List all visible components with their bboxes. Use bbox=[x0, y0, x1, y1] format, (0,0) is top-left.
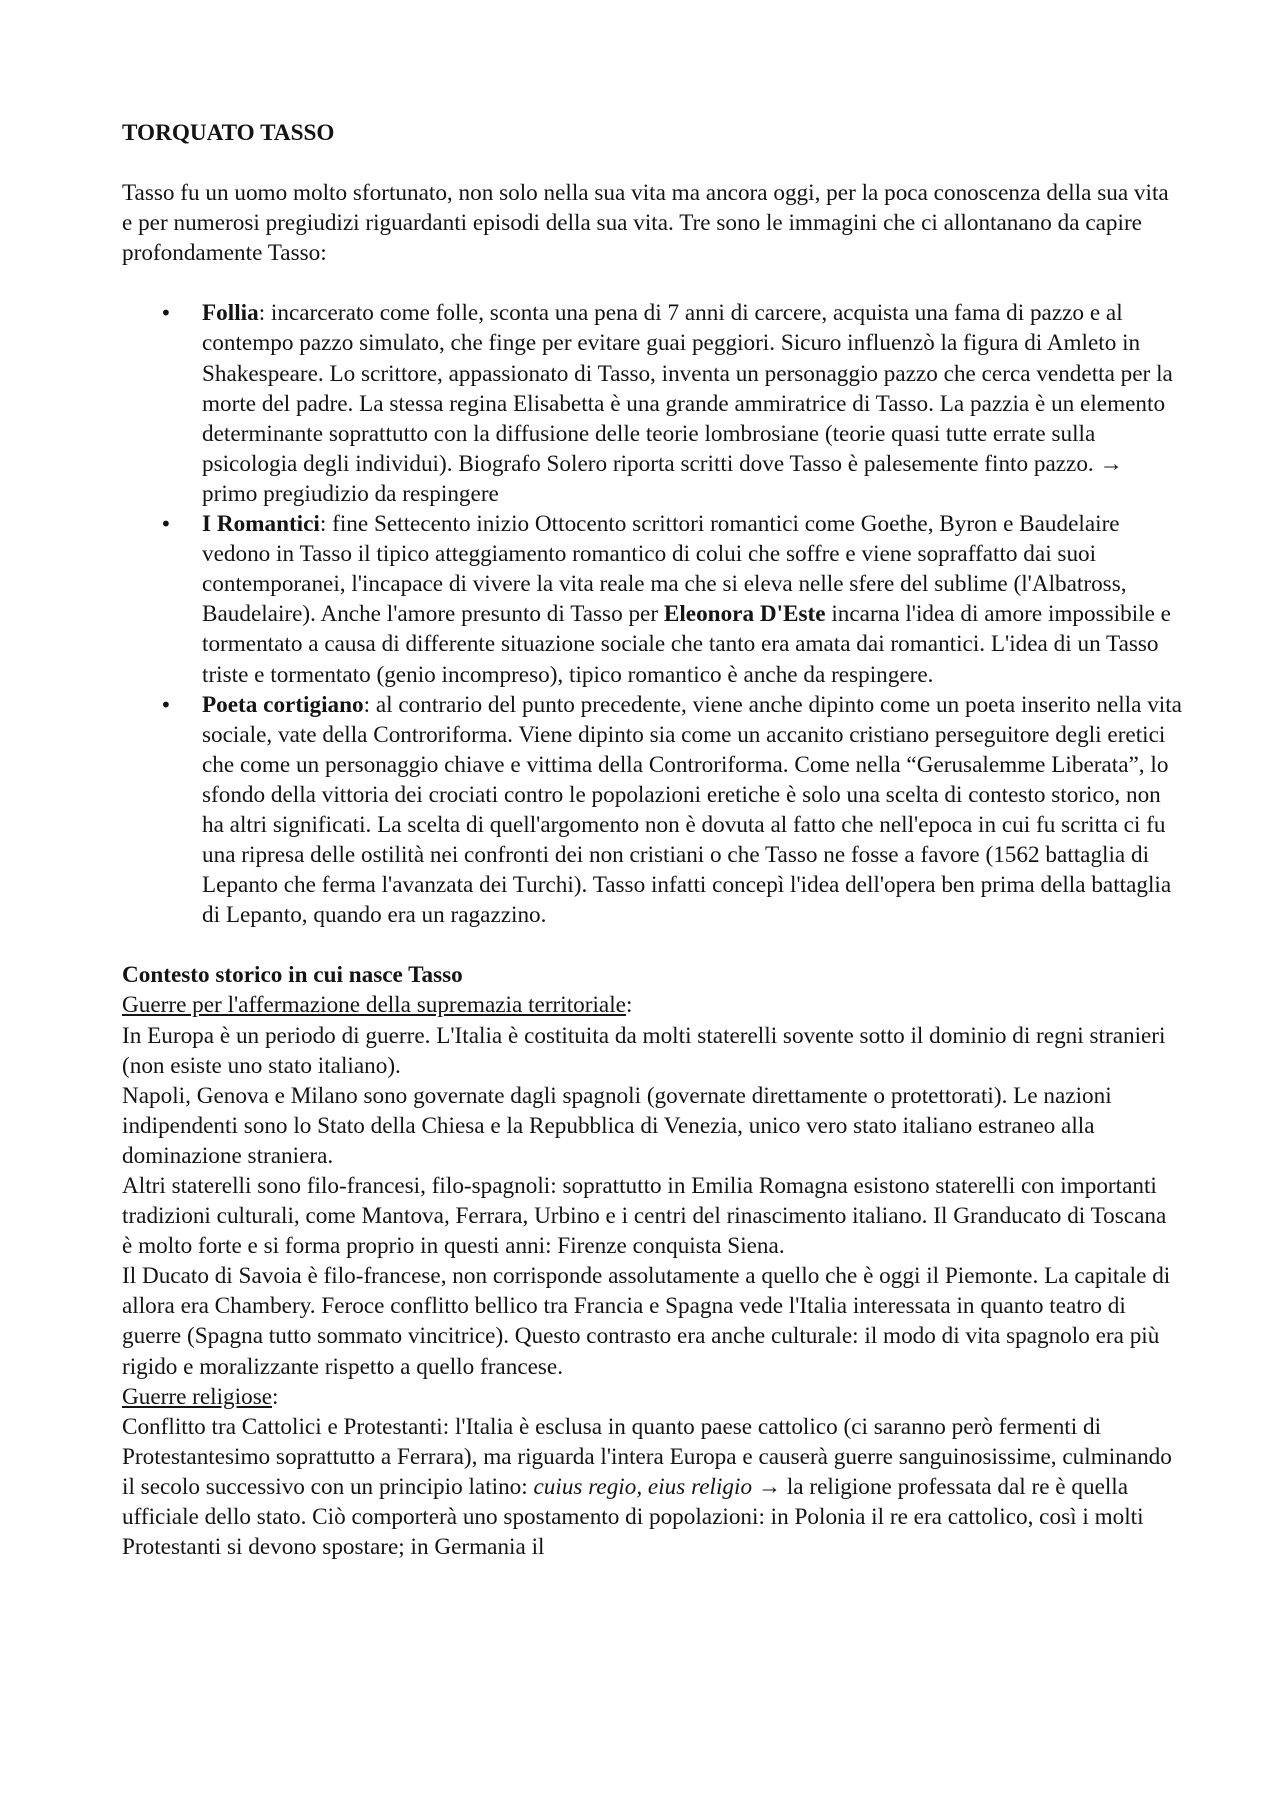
bullet-text: : fine Settecento inizio Ottocento scrittori romantici come Goethe, Byron e Baudelaire vedono in Tasso il tipico atteggiamento romantico di colui che soffre e viene sopraffatto dai suoi contemporanei, l'incapace di vivere la vita reale ma che si eleva nelle sfere del sublime (l'Albatross, Baudelaire). Anche l'amore presunto di Tasso per bbox=[202, 511, 1127, 628]
bullet-text: : incarcerato come folle, sconta una pena di 7 anni di carcere, acquista una fama di pazzo e al contempo pazzo simulato, che finge per evitare guai peggiori. Sicuro influenzò la figura di Amleto in Shakespeare. Lo scrittore, appassionato di Tasso, inventa un personaggio pazzo che cerca vendetta per la morte del padre. La stessa regina Elisabetta è una grande ammiratrice di Tasso. La pazzia è un elemento determinante soprattutto con la diffusione delle teorie lombrosiane (teorie quasi tutte errate sulla psicologia degli individui). Biografo Solero riporta scritti dove Tasso è palesemente finto pazzo. → primo pregiudizio da respingere bbox=[202, 300, 1173, 507]
section-heading bbox=[122, 960, 1182, 990]
body-paragraph: Il Ducato di Savoia è filo-francese, non corrisponde assolutamente a quello che è oggi il Piemonte. La capitale di allora era Chambery. Feroce conflitto bellico tra Francia e Spagna vede l'Italia interessata in quanto teatro di guerre (Spagna tutto sommato vincitrice). Questo contrasto era anche culturale: il modo di vita spagnolo era più rigido e moralizzante rispetto a quello francese. bbox=[122, 1263, 1171, 1380]
bullet-term: Follia bbox=[202, 300, 259, 327]
bullet-icon: • bbox=[160, 301, 172, 326]
last-paragraph bbox=[122, 1412, 1182, 1562]
body-paragraph: In Europa è un periodo di guerre. L'Italia è costituita da molti staterelli sovente sotto il dominio di regni stranieri (non esiste uno stato italiano). bbox=[122, 1022, 1166, 1079]
subheading-territorial-text: Guerre per l'affermazione della supremazia territoriale bbox=[122, 992, 626, 1019]
body-paragraph: Altri staterelli sono filo-francesi, filo-spagnoli: soprattutto in Emilia Romagna esistono staterelli con importanti tradizioni culturali, come Mantova, Ferrara, Urbino e i centri del rinascimento italiano. Il Granducato di Toscana è molto forte e si forma proprio in questi anni: Firenze conquista Siena. bbox=[122, 1173, 1167, 1260]
last-paragraph-text: Conflitto tra Cattolici e Protestanti: l'Italia è esclusa in quanto paese cattolico (ci saranno però fermenti di Protestantesimo soprattutto a Ferrara), ma riguarda l'intera Europa e causerà guerre sanguinosissime, culminando il secolo successivo con un principio latino: bbox=[122, 1413, 1172, 1500]
bullet-highlight: Eleonora D'Este bbox=[663, 601, 826, 628]
list-item bbox=[122, 690, 1182, 931]
intro-paragraph: Tasso fu un uomo molto sfortunato, non solo nella sua vita ma ancora oggi, per la poca conoscenza della sua vita e per numerosi pregiudizi riguardanti episodi della sua vita. Tre sono le immagini che ci allontanano da capire profondamente Tasso: bbox=[122, 180, 1169, 267]
subheading-religious-text: Guerre religiose bbox=[122, 1383, 273, 1410]
bullet-text-continued: incarna l'idea di amore impossibile e tormentato a causa di differente situazione sociale che tanto era amata dai romantici. L'idea di un Tasso triste e tormentato (genio incompreso), tipico romantico è anche da respingere. bbox=[202, 601, 1171, 688]
subheading-territorial bbox=[122, 990, 1182, 1020]
bullet-list bbox=[122, 298, 1182, 930]
bullet-term: Poeta cortigiano bbox=[202, 691, 364, 718]
subheading-territorial-suffix: : bbox=[625, 992, 633, 1019]
section-heading-text: Contesto storico in cui nasce Tasso bbox=[122, 962, 463, 989]
bullet-term: I Romantici bbox=[202, 511, 320, 538]
bullet-text: : al contrario del punto precedente, viene anche dipinto come un poeta inserito nella vita sociale, vate della Controriforma. Viene dipinto sia come un accanito cristiano perseguitore degli eretici che come un personaggio chiave e vittima della Controriforma. Come nella “Gerusalemme Liberata”, lo sfondo della vittoria dei crociati contro le popolazioni eretiche è solo una scelta di contesto storico, non ha altri significati. La scelta di quell'argomento non è dovuta al fatto che nell'epoca in cui fu scritta ci fu una ripresa delle ostilità nei confronti dei non cristiani o che Tasso ne fosse a favore (1562 battaglia di Lepanto che ferma l'avanzata dei Turchi). Tasso infatti concepì l'idea dell'opera ben prima della battaglia di Lepanto, quando era un ragazzino. bbox=[202, 691, 1182, 929]
bullet-icon: • bbox=[160, 512, 172, 537]
document-title: TORQUATO TASSO bbox=[122, 120, 335, 146]
subheading-religious bbox=[122, 1382, 1182, 1412]
body-paragraph: Napoli, Genova e Milano sono governate dagli spagnoli (governate direttamente o protettorati). Le nazioni indipendenti sono lo Stato della Chiesa e la Repubblica di Venezia, unico vero stato italiano estraneo alla dominazione straniera. bbox=[122, 1082, 1112, 1169]
list-item bbox=[122, 298, 1182, 509]
list-item bbox=[122, 509, 1182, 690]
subheading-religious-suffix: : bbox=[272, 1383, 279, 1410]
last-paragraph-continued: → la religione professata dal re è quella ufficiale dello stato. Ciò comporterà uno spostamento di popolazioni: in Polonia il re era cattolico, così i molti Protestanti si devono spostare; in Germania il bbox=[122, 1473, 1144, 1561]
bullet-icon: • bbox=[160, 692, 172, 717]
document-page bbox=[122, 118, 1182, 1562]
latin-principle: cuius regio, eius religio bbox=[533, 1473, 753, 1500]
